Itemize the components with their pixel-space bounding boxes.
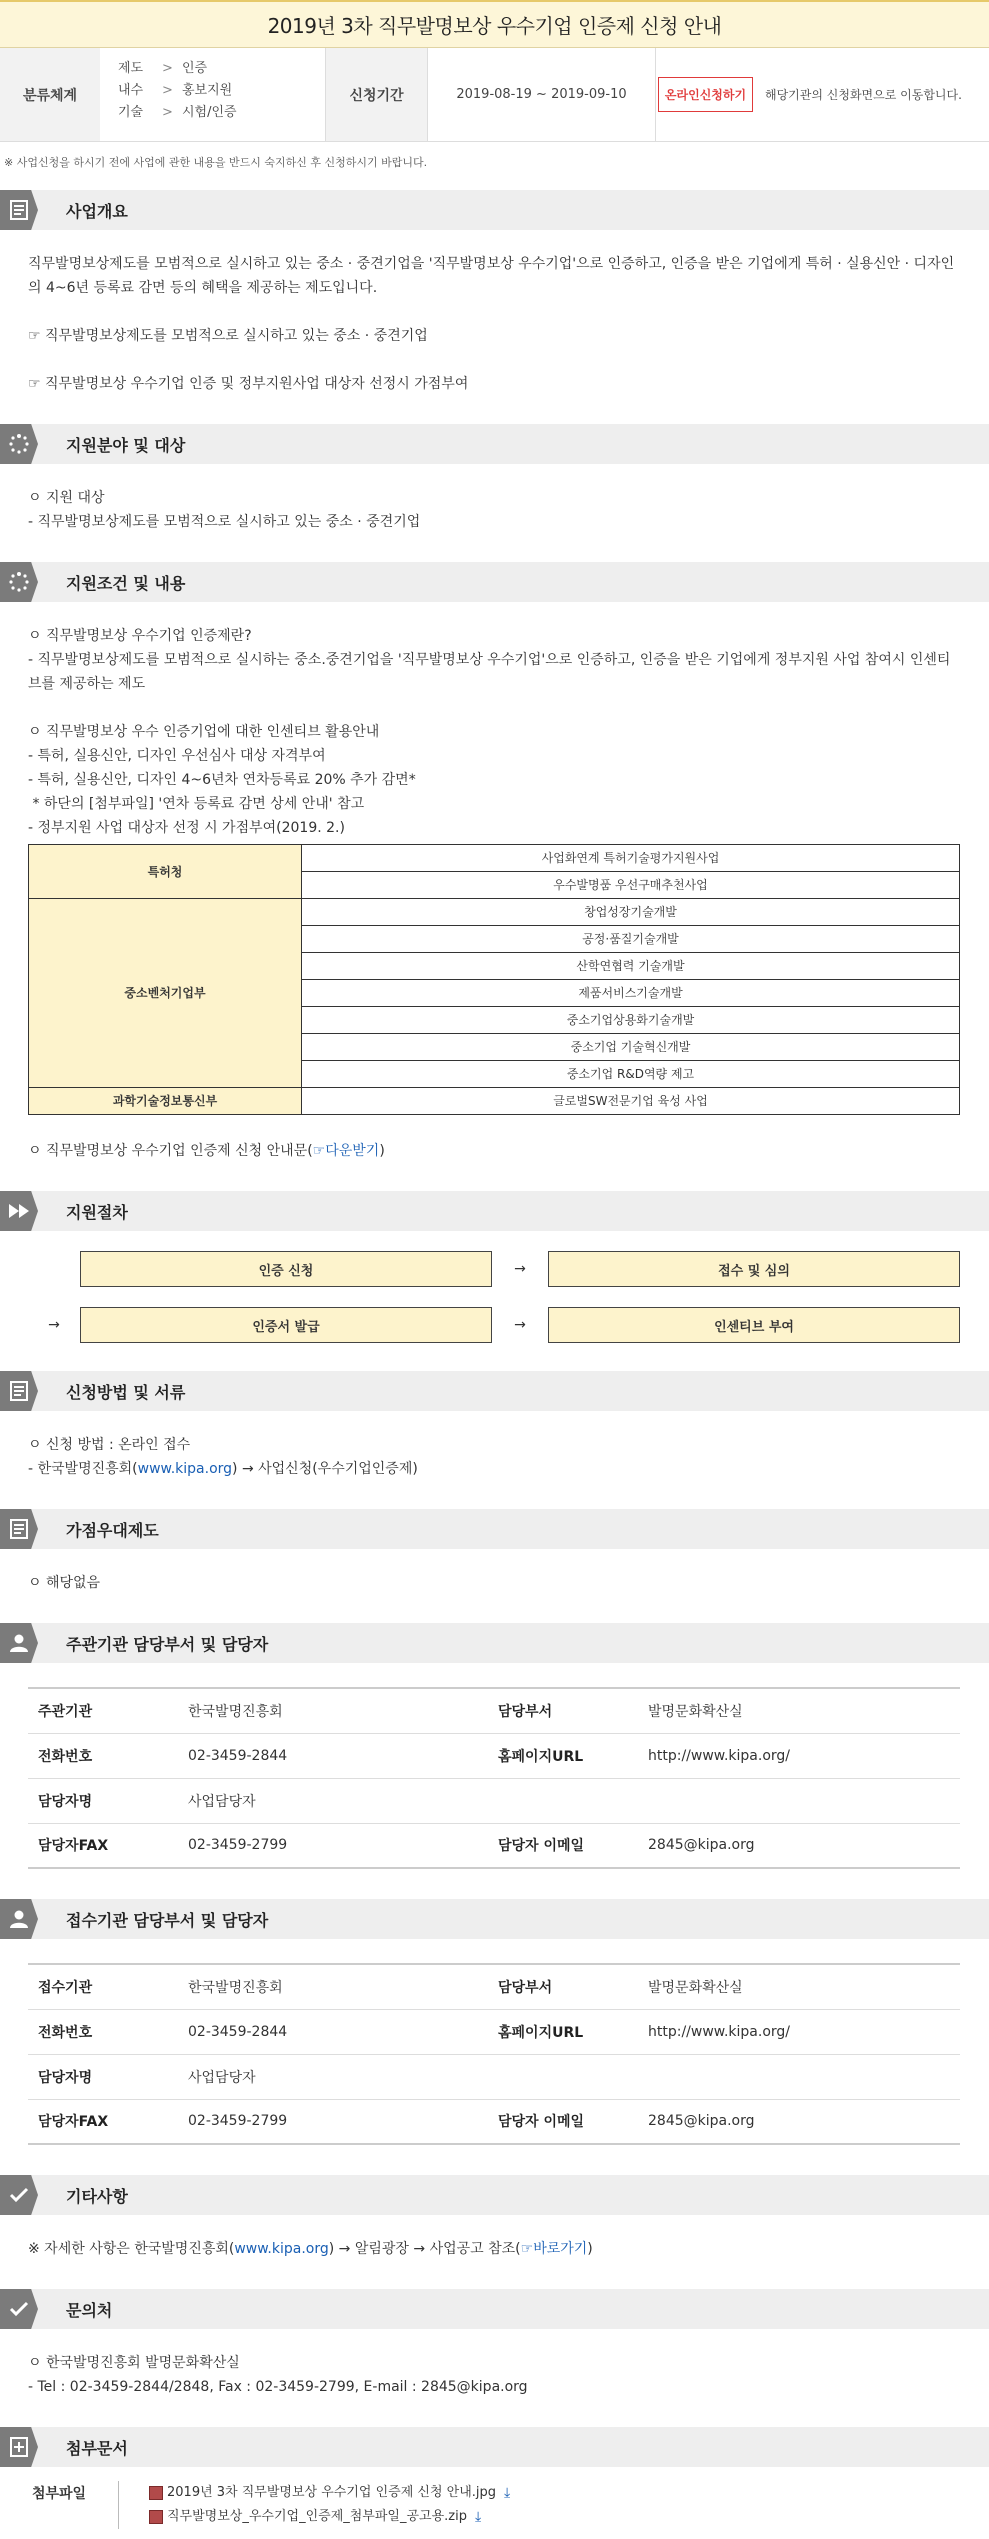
plus-document-icon [0, 2427, 38, 2467]
category-row: 내수 > 홍보지원 [118, 83, 233, 98]
attachment-list [118, 2481, 510, 2529]
target-line: ㅇ 지원 대상 [28, 490, 105, 506]
info-bar [0, 48, 989, 142]
section-header-procedure [0, 1191, 989, 1231]
flow-step: 인센티브 부여 [548, 1307, 960, 1343]
person-icon [0, 1899, 38, 1939]
section-title: 기타사항 [66, 2186, 128, 2206]
loading-dots-icon [0, 424, 38, 464]
loading-dots-icon [0, 562, 38, 602]
section-header-bonus [0, 1509, 989, 1549]
etc-line: ※ 자세한 사항은 한국발명진흥회(www.kipa.org) → 알림광장 → 사업공고 참조(☞바로가기) [28, 2241, 593, 2257]
section-header-target [0, 424, 989, 464]
section-header-method [0, 1371, 989, 1411]
download-icon[interactable]: ⤓ [504, 2485, 511, 2501]
warning-text: ※ 사업신청을 하시기 전에 사업에 관한 내용을 반드시 숙지하신 후 신청하시기 바랍니다. [4, 156, 428, 169]
program-cell: 중소기업 R&D역량 제고 [302, 1061, 960, 1088]
program-cell: 제품서비스기술개발 [302, 980, 960, 1007]
receiver-contact [0, 1939, 989, 2169]
table-row: 주관기관 한국발명진흥회 담당부서 발명문화확산실 [28, 1688, 960, 1733]
section-title: 지원조건 및 내용 [66, 573, 186, 593]
program-cell: 중소기업상용화기술개발 [302, 1007, 960, 1034]
document-icon [0, 1509, 38, 1549]
attachment-item [149, 2481, 510, 2505]
section-title: 접수기관 담당부서 및 담당자 [66, 1910, 269, 1930]
section-body-target [0, 464, 989, 556]
download-link[interactable]: ☞다운받기 [312, 1143, 380, 1159]
flow-arrow: → [514, 1261, 526, 1277]
section-title: 지원분야 및 대상 [66, 435, 186, 455]
program-cell: 우수발명품 우선구매추천사업 [302, 872, 960, 899]
condition-line: - 특허, 실용신안, 디자인 우선심사 대상 자격부여 [28, 748, 326, 764]
table-row: 담당자FAX 02-3459-2799 담당자 이메일 2845@kipa.org [28, 2099, 960, 2144]
table-row [29, 899, 960, 926]
procedure-flow [0, 1231, 989, 1365]
table-row [29, 845, 960, 872]
section-header-conditions [0, 562, 989, 602]
section-header-attach [0, 2427, 989, 2467]
person-icon [0, 1623, 38, 1663]
attachment-file-link[interactable]: 2019년 3차 직무발명보상 우수기업 인증제 신청 안내.jpg [167, 2485, 496, 2500]
contact-table [28, 1687, 960, 1869]
attachment-file-link[interactable]: 직무발명보상_우수기업_인증제_첨부파일_공고용.zip [167, 2509, 467, 2524]
file-icon [149, 2510, 163, 2524]
host-contact [0, 1663, 989, 1893]
category-row: 제도 > 인증 [118, 61, 208, 76]
online-apply-button[interactable]: 온라인신청하기 [658, 77, 753, 112]
section-title: 주관기관 담당부서 및 담당자 [66, 1634, 269, 1654]
condition-line: ㅇ 직무발명보상 우수기업 인증제란? [28, 628, 252, 644]
agency-cell: 중소벤처기업부 [29, 899, 302, 1088]
flow-arrow: → [48, 1317, 60, 1333]
section-title: 첨부문서 [66, 2438, 128, 2458]
section-header-overview [0, 190, 989, 230]
section-title: 문의처 [66, 2300, 113, 2320]
table-row: 전화번호 02-3459-2844 홈페이지URL http://www.kipa.org/ [28, 2009, 960, 2054]
section-header-host [0, 1623, 989, 1663]
condition-line: - 특허, 실용신안, 디자인 4~6년차 연차등록료 20% 추가 감면* [28, 772, 416, 788]
section-body-overview [0, 230, 989, 418]
homepage-link[interactable]: http://www.kipa.org/ [638, 2009, 960, 2054]
section-title: 사업개요 [66, 201, 128, 221]
apply-note: 해당기관의 신청화면으로 이동합니다. [765, 88, 962, 102]
document-icon [0, 1371, 38, 1411]
contact-line: ㅇ 한국발명진흥회 발명문화확산실 [28, 2355, 240, 2371]
flow-row [28, 1251, 961, 1287]
target-line: - 직무발명보상제도를 모범적으로 실시하고 있는 중소 · 중견기업 [28, 514, 421, 530]
program-cell: 사업화연계 특허기술평가지원사업 [302, 845, 960, 872]
condition-line: - 정부지원 사업 대상자 선정 시 가점부여(2019. 2.) [28, 820, 345, 836]
overview-text: 직무발명보상제도를 모범적으로 실시하고 있는 중소 · 중견기업을 '직무발명보상 우수기업'으로 인증하고, 인증을 받은 기업에게 특허 · 실용신안 · 디자인의 4~6년 등록료 감면 등의 혜택을 제공하는 제도입니다. [28, 256, 955, 296]
period-label: 신청기간 [325, 48, 427, 141]
section-title: 가점우대제도 [66, 1520, 159, 1540]
overview-point: ☞ 직무발명보상 우수기업 인증 및 정부지원사업 대상자 선정시 가점부여 [28, 376, 469, 392]
file-icon [149, 2486, 163, 2500]
table-row [29, 1088, 960, 1115]
table-row: 담당자FAX 02-3459-2799 담당자 이메일 2845@kipa.org [28, 1823, 960, 1868]
table-row: 전화번호 02-3459-2844 홈페이지URL http://www.kipa.org/ [28, 1733, 960, 1778]
kipa-link[interactable]: www.kipa.org [234, 2241, 329, 2257]
condition-line: ㅇ 직무발명보상 우수 인증기업에 대한 인센티브 활용안내 [28, 724, 380, 740]
flow-row [28, 1307, 961, 1343]
table-row: 접수기관 한국발명진흥회 담당부서 발명문화확산실 [28, 1964, 960, 2009]
check-icon [0, 2175, 38, 2215]
table-row: 담당자명 사업담당자 [28, 1778, 960, 1823]
section-body-bonus [0, 1549, 989, 1617]
document-icon [0, 190, 38, 230]
section-header-etc [0, 2175, 989, 2215]
flow-step: 인증서 발급 [80, 1307, 492, 1343]
method-line: ㅇ 신청 방법 : 온라인 접수 [28, 1437, 191, 1453]
attachment-area [0, 2467, 989, 2539]
program-cell: 창업성장기술개발 [302, 899, 960, 926]
section-header-receiver [0, 1899, 989, 1939]
fast-forward-icon [0, 1191, 38, 1231]
category-label: 분류체계 [0, 48, 100, 141]
overview-point: ☞ 직무발명보상제도를 모범적으로 실시하고 있는 중소 · 중견기업 [28, 328, 428, 344]
section-title: 지원절차 [66, 1202, 128, 1222]
check-icon [0, 2289, 38, 2329]
download-icon[interactable]: ⤓ [474, 2509, 482, 2525]
attachment-item [149, 2505, 510, 2529]
section-body-contact [0, 2329, 989, 2421]
period-value: 2019-08-19 ~ 2019-09-10 [427, 48, 655, 141]
shortcut-link[interactable]: ☞바로가기 [520, 2241, 588, 2257]
attachment-label: 첨부파일 [31, 2486, 87, 2502]
program-cell: 공정·품질기술개발 [302, 926, 960, 953]
category-row: 기술 > 시험/인증 [118, 105, 237, 120]
section-body-etc [0, 2215, 989, 2283]
category-list [100, 48, 325, 141]
flow-arrow: → [514, 1317, 526, 1333]
program-cell: 글로벌SW전문기업 육성 사업 [302, 1088, 960, 1115]
section-body-conditions [0, 602, 989, 1185]
contact-line: - Tel : 02-3459-2844/2848, Fax : 02-3459-2799, E-mail : 2845@kipa.org [28, 2379, 528, 2395]
section-header-contact [0, 2289, 989, 2329]
flow-step: 인증 신청 [80, 1251, 492, 1287]
section-title: 신청방법 및 서류 [66, 1382, 186, 1402]
condition-line: ㅇ 직무발명보상 우수기업 인증제 신청 안내문(☞다운받기) [28, 1143, 385, 1159]
section-body-method [0, 1411, 989, 1503]
condition-line: - 직무발명보상제도를 모범적으로 실시하는 중소.중견기업을 '직무발명보상 우수기업'으로 인증하고, 인증을 받은 기업에게 정부지원 사업 참여시 인센티브를 제공하는 제도 [28, 652, 951, 692]
condition-line: * 하단의 [첨부파일] '연차 등록료 감면 상세 안내' 참고 [28, 796, 365, 812]
homepage-link[interactable]: http://www.kipa.org/ [638, 1733, 960, 1778]
method-line: - 한국발명진흥회(www.kipa.org) → 사업신청(우수기업인증제) [28, 1461, 418, 1477]
kipa-link[interactable]: www.kipa.org [137, 1461, 233, 1477]
table-row: 담당자명 사업담당자 [28, 2054, 960, 2099]
agency-cell: 특허청 [29, 845, 302, 899]
incentive-table [28, 844, 960, 1115]
bonus-line: ㅇ 해당없음 [28, 1575, 101, 1591]
program-cell: 중소기업 기술혁신개발 [302, 1034, 960, 1061]
apply-button-cell [655, 48, 755, 141]
program-cell: 산학연협력 기술개발 [302, 953, 960, 980]
flow-step: 접수 및 심의 [548, 1251, 960, 1287]
contact-table [28, 1963, 960, 2145]
page-title: 2019년 3차 직무발명보상 우수기업 인증제 신청 안내 [0, 0, 989, 48]
agency-cell: 과학기술정보통신부 [29, 1088, 302, 1115]
